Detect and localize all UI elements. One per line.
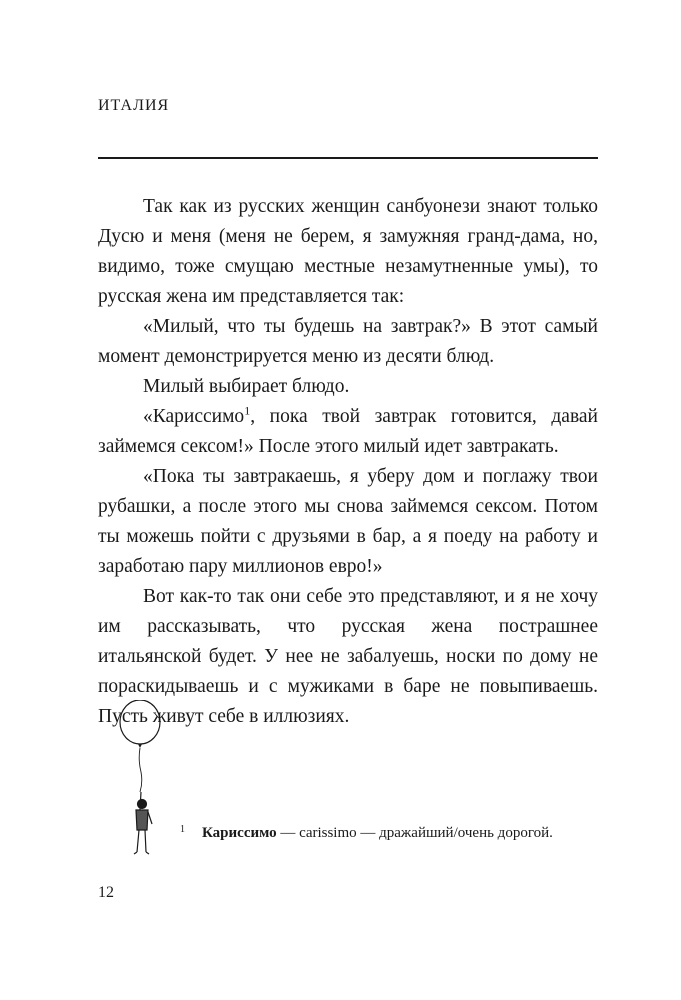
paragraph: Вот как-то так они себе это представляют, и я не хочу им рассказывать, что русская жена пострашнее итальянской будет. У нее не забалуешь, носки по дому не пораскидываешь и с мужиками в баре не повыпиваешь. Пусть живут себе в иллюзиях.	[98, 586, 598, 727]
page-number: 12	[98, 884, 114, 901]
paragraph: «Милый, что ты будешь на завтрак?» В этот самый момент демонстрируется меню из десяти блюд.	[98, 316, 598, 367]
paragraph	[98, 402, 598, 462]
footnote-definition: — carissimo — дражайший/очень дорогой.	[276, 825, 553, 841]
balloon-string	[139, 748, 142, 792]
footnote-mark: 1	[180, 824, 185, 835]
paragraph-part: , пока твой завтрак готовится, давай займемся сексом!» После этого милый идет завтракать.	[98, 406, 598, 457]
main-text	[98, 192, 598, 732]
header-rule	[98, 157, 598, 159]
paragraph: Милый выбирает блюдо.	[143, 376, 350, 397]
balloon-icon	[120, 700, 160, 744]
balloon-figure-illustration	[110, 700, 170, 870]
footnote	[180, 822, 580, 844]
balloon-knot	[138, 744, 142, 748]
footnote-reference: 1	[244, 403, 251, 418]
paragraph: «Пока ты завтракаешь, я уберу дом и поглажу твои рубашки, а после этого мы снова займемся сексом. Потом ты можешь пойти с друзьями в бар, а я поеду на работу и заработаю пару миллионов евро!»	[98, 466, 598, 577]
paragraph: Так как из русских женщин санбуонези знают только Дусю и меня (меня не берем, я замужняя гранд-дама, но, видимо, тоже смущаю местные незамутненные умы), то русская жена им представляется так:	[98, 196, 598, 307]
person-icon	[134, 792, 152, 854]
paragraph-part: «Кариссимо	[143, 406, 245, 427]
footnote-term: Кариссимо	[202, 825, 277, 841]
running-head-title: ИТАЛИЯ	[98, 97, 170, 114]
